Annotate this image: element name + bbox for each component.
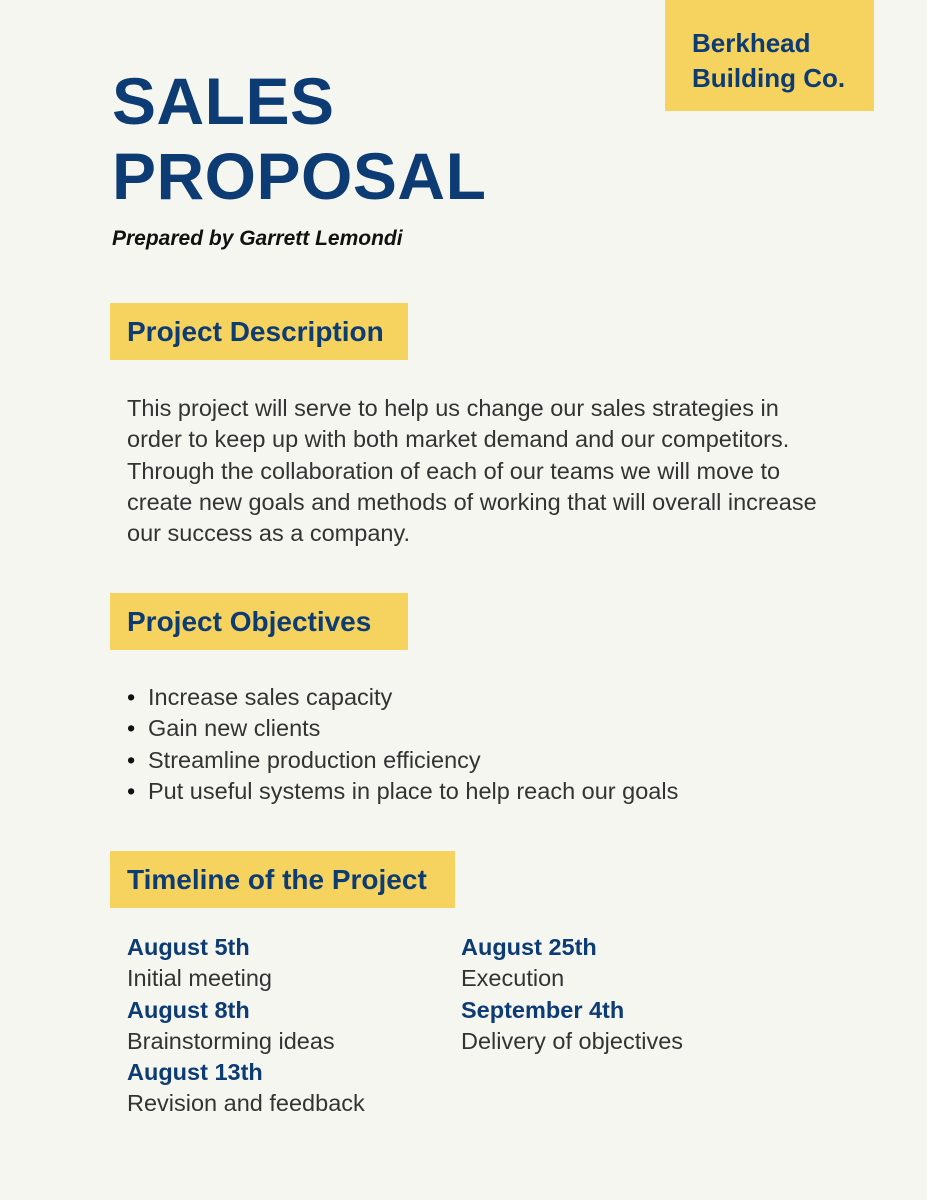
timeline-date: August 5th	[127, 934, 250, 960]
section-heading-project-objectives: Project Objectives	[110, 593, 408, 650]
bullet: •	[127, 684, 136, 710]
timeline-description: Delivery of objectives	[461, 1027, 684, 1054]
bullet: •	[127, 715, 136, 742]
objective-text: Gain new clients	[148, 715, 321, 742]
title-line-1: SALES	[112, 64, 335, 138]
project-description-text: This project will serve to help us change our sales strategies in order to keep up with both market demand and our competitors. Through the collaboration of each of our teams we will move to create new goals and methods of working that will overall increase our success as a company.	[127, 395, 817, 547]
timeline-column-right	[461, 932, 781, 1057]
timeline-description: Brainstorming ideas	[127, 1027, 335, 1054]
title-line-2: PROPOSAL	[112, 139, 487, 213]
company-name-line-1: Berkhead	[692, 28, 811, 58]
bullet: •	[127, 777, 136, 804]
timeline-description: Execution	[461, 965, 565, 992]
prepared-by: Prepared by Garrett Lemondi	[112, 227, 403, 250]
bullet: •	[127, 746, 136, 773]
objective-text: Put useful systems in place to help reach our goals	[148, 777, 679, 804]
timeline-description: Initial meeting	[127, 965, 272, 992]
list-item	[127, 713, 678, 744]
timeline-column-left	[127, 932, 447, 1120]
timeline-description: Revision and feedback	[127, 1090, 365, 1117]
list-item	[127, 682, 678, 713]
section-heading-project-description: Project Description	[110, 303, 408, 360]
objective-text: Streamline production efficiency	[148, 746, 481, 773]
timeline-date: September 4th	[461, 996, 625, 1023]
objective-text: Increase sales capacity	[148, 684, 393, 710]
timeline-date: August 8th	[127, 996, 250, 1023]
company-name-line-2: Building Co.	[692, 63, 846, 93]
document-title	[112, 64, 486, 214]
objectives-list	[127, 682, 678, 807]
list-item	[127, 745, 678, 776]
timeline-date: August 25th	[461, 934, 597, 960]
section-heading-timeline: Timeline of the Project	[110, 851, 455, 908]
timeline-date: August 13th	[127, 1059, 263, 1086]
company-badge	[665, 0, 874, 111]
list-item	[127, 776, 678, 807]
